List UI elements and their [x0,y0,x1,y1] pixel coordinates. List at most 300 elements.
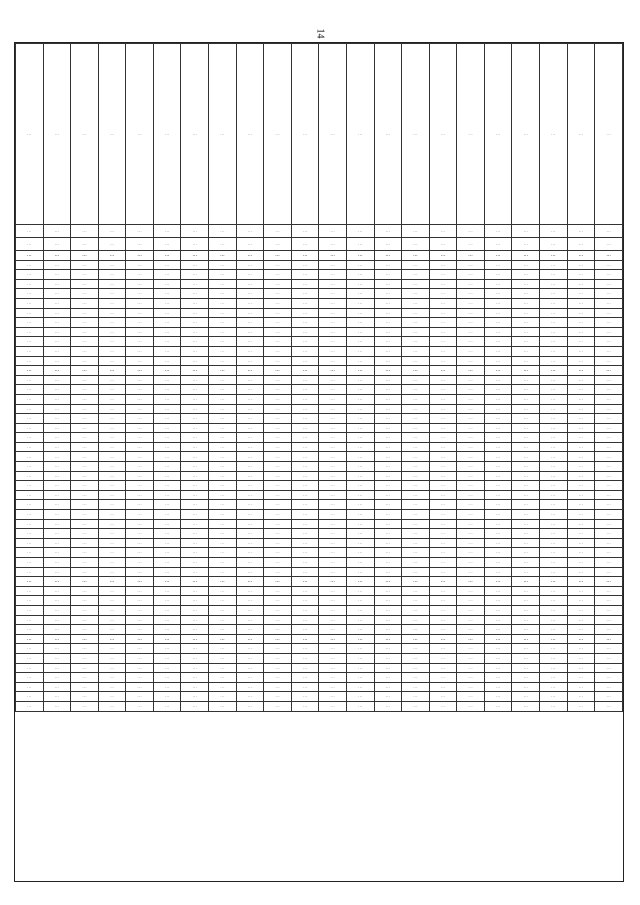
table-cell: … [567,615,595,625]
table-cell: … [539,673,567,683]
table-cell: … [43,682,71,692]
table-cell: … [484,644,512,654]
table-cell: … [43,519,71,529]
table-cell: … [346,663,374,673]
table-cell: … [402,423,430,433]
table-cell: … [98,366,126,376]
table-cell: … [402,442,430,452]
table-cell: … [153,462,181,472]
table-cell: … [484,404,512,414]
table-cell: … [567,510,595,520]
table-cell: … [539,394,567,404]
table-cell: … [98,327,126,337]
table-cell: … [71,538,99,548]
table-cell: … [595,260,623,270]
table-cell: … [457,298,485,308]
table-cell: … [126,529,154,539]
table-cell: … [319,529,347,539]
table-cell: … [429,289,457,299]
table-cell: … [16,442,44,452]
table-cell: … [16,605,44,615]
table-cell: … [209,279,237,289]
table-cell: … [512,548,540,558]
table-cell: … [209,577,237,587]
table-cell: … [291,337,319,347]
table-row [16,701,623,711]
table-cell: … [264,366,292,376]
table-cell: … [291,462,319,472]
table-cell: … [457,452,485,462]
table-cell: … [98,356,126,366]
table-cell: … [402,538,430,548]
table-cell: … [429,634,457,644]
table-cell: … [567,414,595,424]
table-cell: … [153,673,181,683]
table-cell: … [402,452,430,462]
subtotal-row [16,366,623,376]
table-cell: … [512,433,540,443]
table-cell: … [402,289,430,299]
table-cell: … [595,394,623,404]
table-cell: … [457,682,485,692]
table-cell: … [402,653,430,663]
table-cell: … [346,605,374,615]
table-cell: … [209,260,237,270]
table-cell: … [71,346,99,356]
table-cell: … [374,577,402,587]
table-cell: … [98,414,126,424]
table-cell: … [595,701,623,711]
table-cell: … [291,625,319,635]
table-cell: … [595,692,623,702]
table-cell: … [43,279,71,289]
table-cell: … [595,289,623,299]
table-cell: … [539,596,567,606]
table-cell: … [374,385,402,395]
table-cell: … [153,538,181,548]
table-cell: … [71,308,99,318]
header-cell: … [374,238,402,251]
table-cell: … [43,673,71,683]
table-cell: … [457,663,485,673]
table-cell: … [457,442,485,452]
table-cell: … [457,490,485,500]
table-cell: … [16,423,44,433]
table-cell: … [98,260,126,270]
table-cell: … [43,452,71,462]
table-cell: … [98,558,126,568]
table-cell: … [98,529,126,539]
table-cell: … [457,356,485,366]
table-cell: … [16,615,44,625]
table-cell: … [595,414,623,424]
table-cell: … [236,558,264,568]
table-cell: … [346,452,374,462]
table-cell: … [43,625,71,635]
table-cell: … [484,385,512,395]
header-cell: … [512,44,540,225]
table-cell: … [567,356,595,366]
table-cell: … [43,356,71,366]
table-cell: … [484,356,512,366]
table-cell: … [374,289,402,299]
table-cell: … [181,510,209,520]
table-cell: … [512,634,540,644]
table-cell: … [98,318,126,328]
table-cell: … [291,270,319,280]
table-cell: … [319,615,347,625]
table-cell: … [236,490,264,500]
table-cell: … [181,251,209,261]
table-cell: … [512,462,540,472]
table-cell: … [539,433,567,443]
table-cell: … [16,279,44,289]
table-cell: … [346,308,374,318]
table-cell: … [209,500,237,510]
table-cell: … [16,481,44,491]
table-cell: … [98,385,126,395]
table-cell: … [236,692,264,702]
table-cell: … [484,366,512,376]
table-cell: … [16,433,44,443]
table-cell: … [374,414,402,424]
table-cell: … [319,298,347,308]
table-cell: … [153,260,181,270]
table-cell: … [43,605,71,615]
table-row [16,500,623,510]
table-cell: … [43,462,71,472]
subtotal-row [16,251,623,261]
table-cell: … [457,596,485,606]
table-cell: … [181,615,209,625]
table-cell: … [319,510,347,520]
table-cell: … [374,481,402,491]
table-row [16,298,623,308]
table-cell: … [429,260,457,270]
table-cell: … [457,653,485,663]
table-cell: … [126,644,154,654]
table-cell: … [236,663,264,673]
table-cell: … [374,471,402,481]
table-cell: … [264,625,292,635]
table-cell: … [264,423,292,433]
table-cell: … [291,663,319,673]
table-cell: … [595,644,623,654]
header-cell: … [567,238,595,251]
table-cell: … [236,423,264,433]
table-cell: … [98,605,126,615]
table-cell: … [567,327,595,337]
table-cell: … [126,433,154,443]
table-cell: … [595,567,623,577]
table-cell: … [98,692,126,702]
table-cell: … [126,270,154,280]
table-cell: … [319,644,347,654]
table-cell: … [457,510,485,520]
table-cell: … [484,701,512,711]
table-cell: … [567,625,595,635]
table-cell: … [319,663,347,673]
table-cell: … [567,385,595,395]
table-cell: … [567,260,595,270]
table-cell: … [374,346,402,356]
table-cell: … [539,289,567,299]
table-cell: … [236,471,264,481]
table-cell: … [346,394,374,404]
table-cell: … [98,404,126,414]
table-cell: … [291,279,319,289]
table-cell: … [181,375,209,385]
table-cell: … [402,404,430,414]
table-cell: … [457,500,485,510]
table-cell: … [567,375,595,385]
table-cell: … [484,510,512,520]
table-cell: … [153,596,181,606]
table-cell: … [264,375,292,385]
table-cell: … [291,644,319,654]
table-cell: … [429,538,457,548]
table-cell: … [16,385,44,395]
table-cell: … [319,433,347,443]
table-cell: … [181,586,209,596]
header-cell: … [457,225,485,238]
table-cell: … [567,366,595,376]
table-cell: … [457,701,485,711]
table-cell: … [374,644,402,654]
table-cell: … [209,692,237,702]
table-cell: … [595,462,623,472]
table-cell: … [264,519,292,529]
table-cell: … [209,596,237,606]
table-cell: … [264,701,292,711]
table-cell: … [539,653,567,663]
table-cell: … [346,260,374,270]
table-cell: … [374,442,402,452]
table-cell: … [346,644,374,654]
table-cell: … [346,318,374,328]
table-cell: … [16,663,44,673]
table-cell: … [126,442,154,452]
table-cell: … [484,327,512,337]
table-cell: … [512,356,540,366]
table-cell: … [539,481,567,491]
table-cell: … [374,298,402,308]
table-cell: … [402,260,430,270]
table-cell: … [595,481,623,491]
table-cell: … [595,366,623,376]
header-cell: … [291,225,319,238]
table-cell: … [291,289,319,299]
table-cell: … [512,490,540,500]
table-cell: … [126,586,154,596]
table-cell: … [512,375,540,385]
table-cell: … [153,490,181,500]
table-cell: … [374,433,402,443]
table-cell: … [181,653,209,663]
table-cell: … [209,404,237,414]
table-cell: … [484,423,512,433]
table-cell: … [209,462,237,472]
table-cell: … [429,481,457,491]
table-cell: … [567,346,595,356]
table-cell: … [595,558,623,568]
table-cell: … [43,375,71,385]
table-cell: … [291,414,319,424]
table-cell: … [71,394,99,404]
table-cell: … [181,634,209,644]
table-cell: … [319,625,347,635]
subtotal-row [16,634,623,644]
table-cell: … [153,529,181,539]
table-cell: … [595,490,623,500]
table-row [16,558,623,568]
table-cell: … [567,596,595,606]
table-cell: … [16,308,44,318]
table-cell: … [374,423,402,433]
table-cell: … [512,605,540,615]
table-cell: … [595,318,623,328]
table-cell: … [567,337,595,347]
table-cell: … [567,298,595,308]
header-cell: … [291,238,319,251]
table-cell: … [98,433,126,443]
table-cell: … [512,586,540,596]
table-cell: … [153,414,181,424]
table-cell: … [595,279,623,289]
table-cell: … [126,318,154,328]
table-cell: … [402,462,430,472]
table-cell: … [71,385,99,395]
table-cell: … [319,490,347,500]
table-cell: … [236,251,264,261]
table-cell: … [71,356,99,366]
table-cell: … [71,500,99,510]
table-row [16,615,623,625]
table-cell: … [236,529,264,539]
table-cell: … [126,673,154,683]
table-cell: … [16,682,44,692]
table-cell: … [346,462,374,472]
table-cell: … [71,289,99,299]
table-cell: … [374,394,402,404]
table-cell: … [71,404,99,414]
header-cell: … [567,44,595,225]
table-cell: … [457,260,485,270]
table-cell: … [43,260,71,270]
table-row [16,433,623,443]
table-cell: … [264,433,292,443]
table-cell: … [319,481,347,491]
table-cell: … [236,682,264,692]
table-cell: … [429,558,457,568]
table-cell: … [209,548,237,558]
table-row [16,452,623,462]
header-cell: … [512,225,540,238]
table-cell: … [209,519,237,529]
table-cell: … [181,490,209,500]
table-cell: … [595,653,623,663]
capital-repair-register-table [14,42,624,882]
table-row [16,394,623,404]
table-cell: … [484,634,512,644]
table-cell: … [457,414,485,424]
table-cell: … [264,673,292,683]
table-cell: … [457,634,485,644]
table-cell: … [512,500,540,510]
table-cell: … [236,260,264,270]
table-cell: … [16,337,44,347]
table-cell: … [346,653,374,663]
table-cell: … [236,337,264,347]
table-cell: … [512,260,540,270]
table-cell: … [567,500,595,510]
table-cell: … [126,385,154,395]
table-cell: … [43,385,71,395]
table-cell: … [512,394,540,404]
table-cell: … [512,452,540,462]
table-cell: … [209,337,237,347]
table-cell: … [402,548,430,558]
table-cell: … [319,519,347,529]
table-cell: … [126,682,154,692]
table-cell: … [291,375,319,385]
header-cell: … [98,44,126,225]
table-row [16,548,623,558]
table-cell: … [539,634,567,644]
table-cell: … [595,548,623,558]
table-cell: … [402,519,430,529]
table-cell: … [71,366,99,376]
table-cell: … [374,586,402,596]
table-cell: … [457,481,485,491]
table-row [16,538,623,548]
table-cell: … [264,385,292,395]
table-cell: … [595,663,623,673]
table-cell: … [291,567,319,577]
table-cell: … [126,538,154,548]
table-cell: … [264,644,292,654]
table-cell: … [126,653,154,663]
table-cell: … [457,366,485,376]
table-cell: … [264,538,292,548]
table-cell: … [98,346,126,356]
table-cell: … [16,471,44,481]
table-cell: … [539,510,567,520]
table-cell: … [236,653,264,663]
table-cell: … [16,270,44,280]
table-cell: … [429,500,457,510]
table-cell: … [236,519,264,529]
table-cell: … [512,692,540,702]
table-cell: … [539,452,567,462]
table-cell: … [43,308,71,318]
table-cell: … [567,279,595,289]
table-cell: … [567,471,595,481]
table-cell: … [181,308,209,318]
table-cell: … [595,375,623,385]
table-cell: … [402,385,430,395]
table-cell: … [98,442,126,452]
table-cell: … [595,337,623,347]
table-cell: … [43,346,71,356]
table-cell: … [595,308,623,318]
table-cell: … [16,673,44,683]
table-cell: … [346,538,374,548]
table-cell: … [346,567,374,577]
table-cell: … [595,471,623,481]
table-cell: … [567,673,595,683]
table-cell: … [71,337,99,347]
